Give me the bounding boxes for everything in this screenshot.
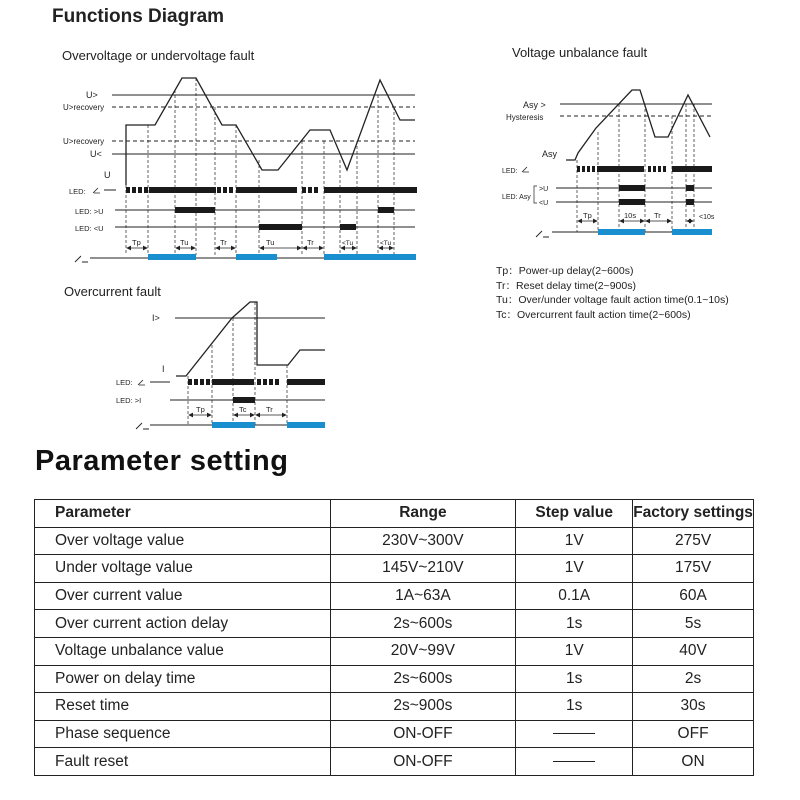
- ov-time-tu-1: Tu: [180, 238, 189, 247]
- oc-label-i-over: I>: [152, 313, 160, 323]
- table-row: [35, 665, 754, 693]
- table-row: [35, 527, 754, 555]
- ub-time-tr: Tr: [654, 211, 661, 220]
- param-cell: Over current action delay: [35, 610, 331, 638]
- factory-cell: OFF: [633, 720, 754, 748]
- header-parameter: Parameter: [35, 500, 331, 528]
- parameter-setting-title: Parameter setting: [35, 445, 289, 477]
- ub-time-tp: Tp: [583, 211, 592, 220]
- overcurrent-title: Overcurrent fault: [64, 284, 161, 299]
- param-cell: Fault reset: [35, 748, 331, 776]
- range-cell: 20V~99V: [330, 637, 516, 665]
- oc-led-over: [116, 396, 325, 405]
- table-header-row: [35, 500, 754, 528]
- svg-text:LED:: LED:: [116, 378, 133, 387]
- overvoltage-diagram: [62, 48, 417, 262]
- header-factory-settings: Factory settings: [633, 500, 754, 528]
- oc-time-tp: Tp: [196, 405, 205, 414]
- param-cell: Voltage unbalance value: [35, 637, 331, 665]
- step-cell: [516, 748, 633, 776]
- range-cell: 145V~210V: [330, 555, 516, 583]
- range-cell: 2s~600s: [330, 610, 516, 638]
- factory-cell: 30s: [633, 693, 754, 721]
- legend-tc: Tc：Overcurrent fault action time(2~600s): [496, 309, 691, 321]
- table-row: [35, 693, 754, 721]
- header-range: Range: [330, 500, 516, 528]
- range-cell: ON-OFF: [330, 720, 516, 748]
- ub-relay-output: [536, 229, 712, 237]
- svg-text:LED:: LED:: [69, 187, 86, 196]
- step-cell: 0.1A: [516, 582, 633, 610]
- ub-label-hysteresis: Hysteresis: [506, 113, 544, 122]
- ov-relay-output: [75, 254, 416, 262]
- oc-time-tr: Tr: [266, 405, 273, 414]
- parameter-table: [34, 499, 754, 776]
- timing-legend: [496, 265, 729, 321]
- factory-cell: 275V: [633, 527, 754, 555]
- factory-cell: 2s: [633, 665, 754, 693]
- header-step-value: Step value: [516, 500, 633, 528]
- ov-time-tp: Tp: [132, 238, 141, 247]
- range-cell: ON-OFF: [330, 748, 516, 776]
- ov-label-u-under: U<: [90, 149, 102, 159]
- oc-label-i: I: [162, 364, 165, 374]
- param-cell: Under voltage value: [35, 555, 331, 583]
- ov-time-tr-1: Tr: [220, 238, 227, 247]
- factory-cell: 60A: [633, 582, 754, 610]
- factory-cell: ON: [633, 748, 754, 776]
- dash-icon: [553, 733, 595, 734]
- ub-led-asy: [502, 185, 712, 207]
- svg-text:LED: Asy: LED: Asy: [502, 194, 531, 201]
- oc-time-tc: Tc: [239, 405, 247, 414]
- svg-text:LED: <U: LED: <U: [75, 224, 104, 233]
- range-cell: 2s~600s: [330, 665, 516, 693]
- range-cell: 1A~63A: [330, 582, 516, 610]
- functions-diagram-title: Functions Diagram: [52, 6, 225, 27]
- table-row: [35, 748, 754, 776]
- ub-label-asy-over: Asy >: [523, 100, 546, 110]
- param-cell: Power on delay time: [35, 665, 331, 693]
- dash-icon: [553, 761, 595, 762]
- step-cell: 1V: [516, 527, 633, 555]
- factory-cell: 40V: [633, 637, 754, 665]
- ov-time-tu-2: Tu: [266, 238, 275, 247]
- ov-label-u: U: [104, 170, 111, 180]
- svg-text:LED: >U: LED: >U: [75, 207, 104, 216]
- overcurrent-diagram: [64, 284, 325, 429]
- range-cell: 230V~300V: [330, 527, 516, 555]
- step-cell: 1s: [516, 693, 633, 721]
- legend-tr: Tr：Reset delay time(2~900s): [496, 280, 636, 292]
- step-cell: [516, 720, 633, 748]
- table-row: [35, 582, 754, 610]
- factory-cell: 5s: [633, 610, 754, 638]
- table-row: [35, 555, 754, 583]
- ov-time-tu-3: <Tu: [342, 240, 354, 247]
- ov-time-tu-4: <Tu: [380, 240, 392, 247]
- ov-led-power: [69, 187, 417, 196]
- ov-label-recovery-2: U>recovery: [63, 137, 105, 146]
- step-cell: 1s: [516, 665, 633, 693]
- unbalance-title: Voltage unbalance fault: [512, 45, 648, 60]
- ub-led-power: [502, 166, 712, 175]
- step-cell: 1V: [516, 555, 633, 583]
- svg-text:LED: >I: LED: >I: [116, 396, 142, 405]
- ov-label-recovery-1: U>recovery: [63, 103, 105, 112]
- factory-cell: 175V: [633, 555, 754, 583]
- table-row: [35, 720, 754, 748]
- table-row: [35, 610, 754, 638]
- param-cell: Phase sequence: [35, 720, 331, 748]
- ub-time-lt10s: <10s: [699, 214, 715, 221]
- svg-text:>U: >U: [539, 186, 549, 193]
- ub-time-10s: 10s: [624, 211, 637, 220]
- svg-text:LED:: LED:: [502, 168, 518, 175]
- ov-label-u-over: U>: [86, 90, 98, 100]
- range-cell: 2s~900s: [330, 693, 516, 721]
- legend-tp: Tp：Power-up delay(2~600s): [496, 265, 634, 277]
- ub-label-asy: Asy: [542, 149, 558, 159]
- table-row: [35, 637, 754, 665]
- param-cell: Reset time: [35, 693, 331, 721]
- svg-text:<U: <U: [539, 200, 549, 207]
- unbalance-diagram: [502, 45, 715, 237]
- step-cell: 1s: [516, 610, 633, 638]
- step-cell: 1V: [516, 637, 633, 665]
- legend-tu: Tu：Over/under voltage fault action time(0.1~10s): [496, 294, 729, 306]
- overvoltage-title: Overvoltage or undervoltage fault: [62, 48, 255, 63]
- oc-led-power: [116, 378, 325, 387]
- param-cell: Over current value: [35, 582, 331, 610]
- param-cell: Over voltage value: [35, 527, 331, 555]
- ov-time-tr-2: Tr: [307, 238, 314, 247]
- oc-relay-output: [136, 422, 325, 429]
